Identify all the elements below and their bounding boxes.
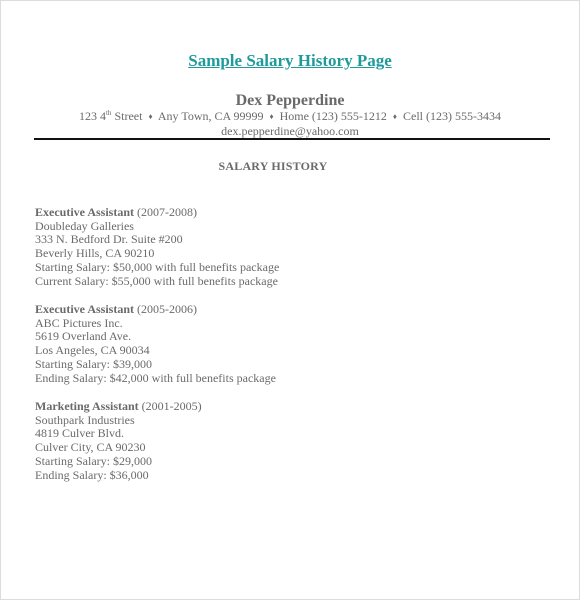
email-address: dex.pepperdine@yahoo.com [221,124,359,138]
job-entry [35,206,279,288]
job-years: (2007-2008) [137,205,197,219]
job-entry [35,400,202,482]
city-state-zip: Any Town, CA 99999 [157,109,264,123]
separator-diamond-icon: ♦ [148,112,153,121]
job-ending-salary: Ending Salary: $36,000 [35,467,149,482]
job-title-line [35,303,276,317]
job-entry [35,303,276,385]
job-starting-salary: Starting Salary: $39,000 [35,356,152,371]
page-title: Sample Salary History Page [188,51,392,70]
job-years: (2005-2006) [137,302,197,316]
job-company: ABC Pictures Inc. [35,315,123,330]
street-number: 123 4 [78,109,106,123]
job-current-salary: Current Salary: $55,000 with full benefits package [35,273,278,288]
job-street: 333 N. Bedford Dr. Suite #200 [35,232,183,247]
contact-address-line [1,109,579,124]
job-ending-salary: Ending Salary: $42,000 with full benefits package [35,370,276,385]
street-name: Street [111,109,143,123]
header-divider [34,138,550,140]
job-role: Marketing Assistant [35,399,139,413]
job-title-line [35,400,202,414]
person-name: Dex Pepperdine [235,92,345,109]
job-company: Southpark Industries [35,412,135,427]
section-heading: SALARY HISTORY [218,159,328,173]
cell-phone: Cell (123) 555-3434 [403,109,502,123]
job-role: Executive Assistant [35,205,134,219]
street-ordinal-suffix: th [105,109,112,117]
job-starting-salary: Starting Salary: $50,000 with full benefits package [35,259,280,274]
separator-diamond-icon: ♦ [269,112,274,121]
title-container [1,51,579,71]
job-years: (2001-2005) [141,399,202,413]
job-city: Los Angeles, CA 90034 [35,343,150,358]
job-title-line [35,206,279,220]
job-street: 4819 Culver Blvd. [35,426,124,441]
separator-diamond-icon: ♦ [392,112,398,121]
job-street: 5619 Overland Ave. [35,329,132,344]
job-city: Beverly Hills, CA 90210 [35,246,155,261]
job-starting-salary: Starting Salary: $29,000 [35,453,152,468]
job-company: Doubleday Galleries [35,218,134,233]
home-phone: Home (123) 555-1212 [279,109,387,123]
job-role: Executive Assistant [35,302,134,316]
job-city: Culver City, CA 90230 [35,440,146,455]
